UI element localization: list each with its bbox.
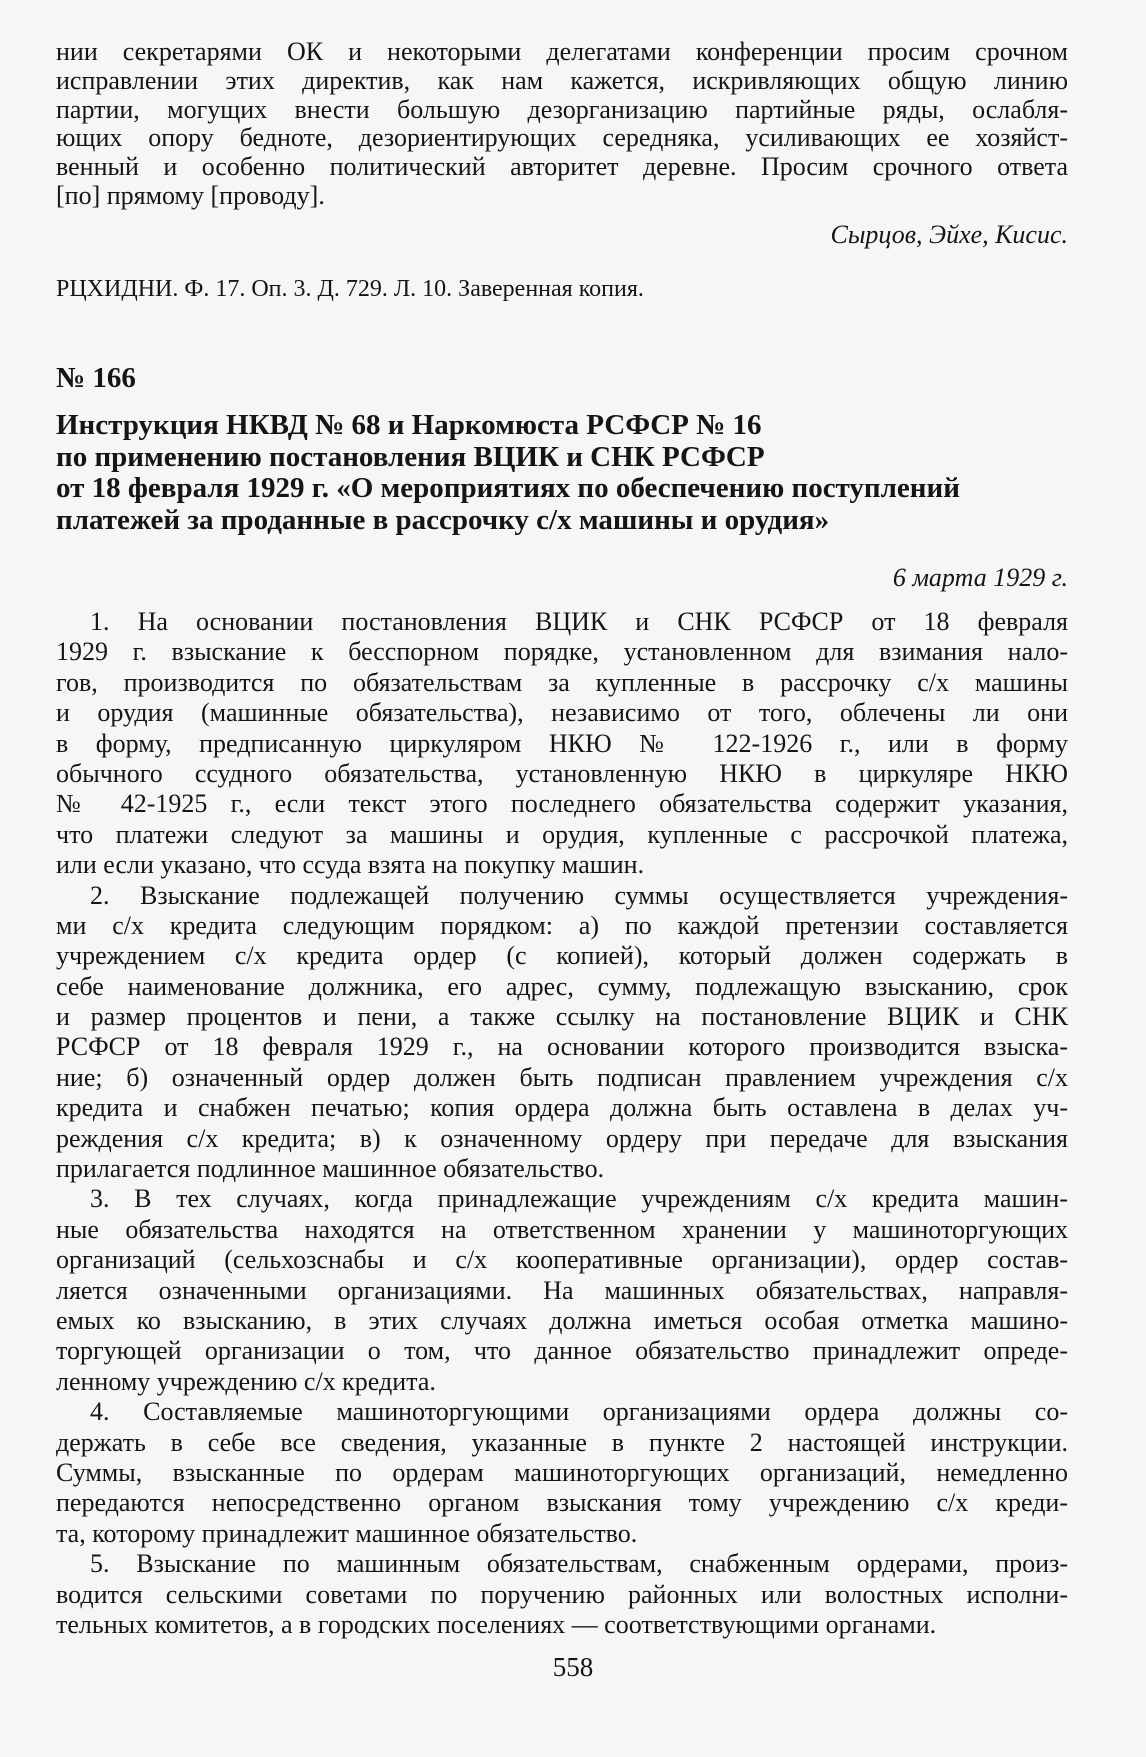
text-line: ные обязательства находятся на ответственном хранении у машиноторгующих [56,1214,1068,1244]
text-line: венный и особенно политический авторитет деревне. Просим срочного ответа [56,152,1068,182]
text-line: Суммы, взысканные по ордерам машиноторгующих организаций, немедленно [56,1457,1068,1487]
title-line: платежей за проданные в рассрочку с/х машины и орудия» [56,503,830,536]
text-line: передаются непосредственно органом взыскания тому учреждению с/х креди- [56,1488,1068,1518]
text-line: ние; б) означенный ордер должен быть подписан правлением учреждения с/х [56,1062,1068,1092]
text-line: та, которому принадлежит машинное обязательство. [56,1518,638,1548]
document-number: № 166 [56,362,136,394]
text-line: в форму, предписанную циркуляром НКЮ № 122-1926 г., или в форму [56,728,1068,758]
document-body [56,607,1068,1640]
intro-text [56,38,1068,211]
text-line: держать в себе все сведения, указанные в пункте 2 настоящей инструкции. [56,1427,1068,1457]
text-line: РСФСР от 18 февраля 1929 г., на основании которого производится взыска- [56,1032,1068,1062]
text-line: 2. Взыскание подлежащей получению суммы осуществляется учреждения- [90,880,1068,910]
text-line: торгующей организации о том, что данное обязательство принадлежит опреде- [56,1336,1068,1366]
text-line: учреждением с/х кредита ордер (с копией), который должен содержать в [56,941,1068,971]
text-line: гов, производится по обязательствам за купленные в рассрочку с/х машины [56,667,1068,697]
paragraph [56,1397,1068,1549]
text-line: 5. Взыскание по машинным обязательствам, снабженным ордерами, произ- [90,1549,1068,1579]
text-line: ленному учреждению с/х кредита. [56,1366,436,1396]
text-line: 3. В тех случаях, когда принадлежащие учреждениям с/х кредита машин- [90,1184,1068,1214]
text-line: или если указано, что ссуда взята на покупку машин. [56,850,645,880]
text-line: [по] прямому [проводу]. [56,180,325,210]
text-line: 1929 г. взыскание к бесспорном порядке, установленном для взимания нало- [56,637,1068,667]
text-line: что платежи следуют за машины и орудия, купленные с рассрочкой платежа, [56,819,1068,849]
text-line: исправлении этих директив, как нам кажется, искривляющих общую линию [56,65,1068,95]
document-date: 6 марта 1929 г. [892,563,1068,592]
text-line: 4. Составляемые машиноторгующими организациями ордера должны со- [90,1397,1068,1427]
text-line: ми с/х кредита следующим порядком: а) по каждой претензии составляется [56,910,1068,940]
title-line: от 18 февраля 1929 г. «О мероприятиях по обеспечению поступлений [56,472,960,504]
text-line: себе наименование должника, его адрес, сумму, подлежащую взысканию, срок [56,971,1068,1001]
paragraph [56,1184,1068,1397]
page-number: 558 [552,1652,594,1682]
text-line: ющих опору бедноте, дезориентирующих середняка, усиливающих ее хозяйст- [56,123,1068,153]
text-line: нии секретарями ОК и некоторыми делегатами конференции просим срочном [56,37,1068,66]
text-line: обычного ссудного обязательства, установленную НКЮ в циркуляре НКЮ [56,758,1068,788]
text-line: 1. На основании постановления ВЦИК и СНК РСФСР от 18 февраля [90,607,1068,636]
title-line: Инструкция НКВД № 68 и Наркомюста РСФСР № 16 [56,409,762,441]
archive-source: РЦХИДНИ. Ф. 17. Оп. 3. Д. 729. Л. 10. Заверенная копия. [56,276,644,302]
paragraph [56,607,1068,881]
text-line: ляется означенными организациями. На машинных обязательствах, направля- [56,1275,1068,1305]
text-line: реждения с/х кредита; в) к означенному ордеру при передаче для взыскания [56,1123,1068,1153]
text-line: водится сельскими советами по поручению районных или волостных исполни- [56,1579,1068,1609]
text-line: и орудия (машинные обязательства), независимо от того, облечены ли они [56,698,1068,728]
text-line: емых ко взысканию, в этих случаях должна иметься особая отметка машино- [56,1305,1068,1335]
paragraph [56,1549,1068,1640]
text-line: тельных комитетов, а в городских поселениях — соответствующими органами. [56,1609,937,1639]
text-line: прилагается подлинное машинное обязательство. [56,1154,605,1184]
text-line: и размер процентов и пени, а также ссылку на постановление ВЦИК и СНК [56,1002,1068,1032]
paragraph [56,881,1068,1185]
text-line: кредита и снабжен печатью; копия ордера должна быть оставлена в делах уч- [56,1093,1068,1123]
document-title [56,410,1068,536]
text-line: № 42-1925 г., если текст этого последнего обязательства содержит указания, [56,789,1068,819]
text-line: партии, могущих внести большую дезорганизацию партийные ряды, ослабля- [56,94,1068,124]
title-line: по применению постановления ВЦИК и СНК РСФСР [56,440,765,473]
text-line: организаций (сельхозснабы и с/х кооперативные организации), ордер состав- [56,1245,1068,1275]
signature: Сырцов, Эйхе, Кисис. [830,220,1068,249]
